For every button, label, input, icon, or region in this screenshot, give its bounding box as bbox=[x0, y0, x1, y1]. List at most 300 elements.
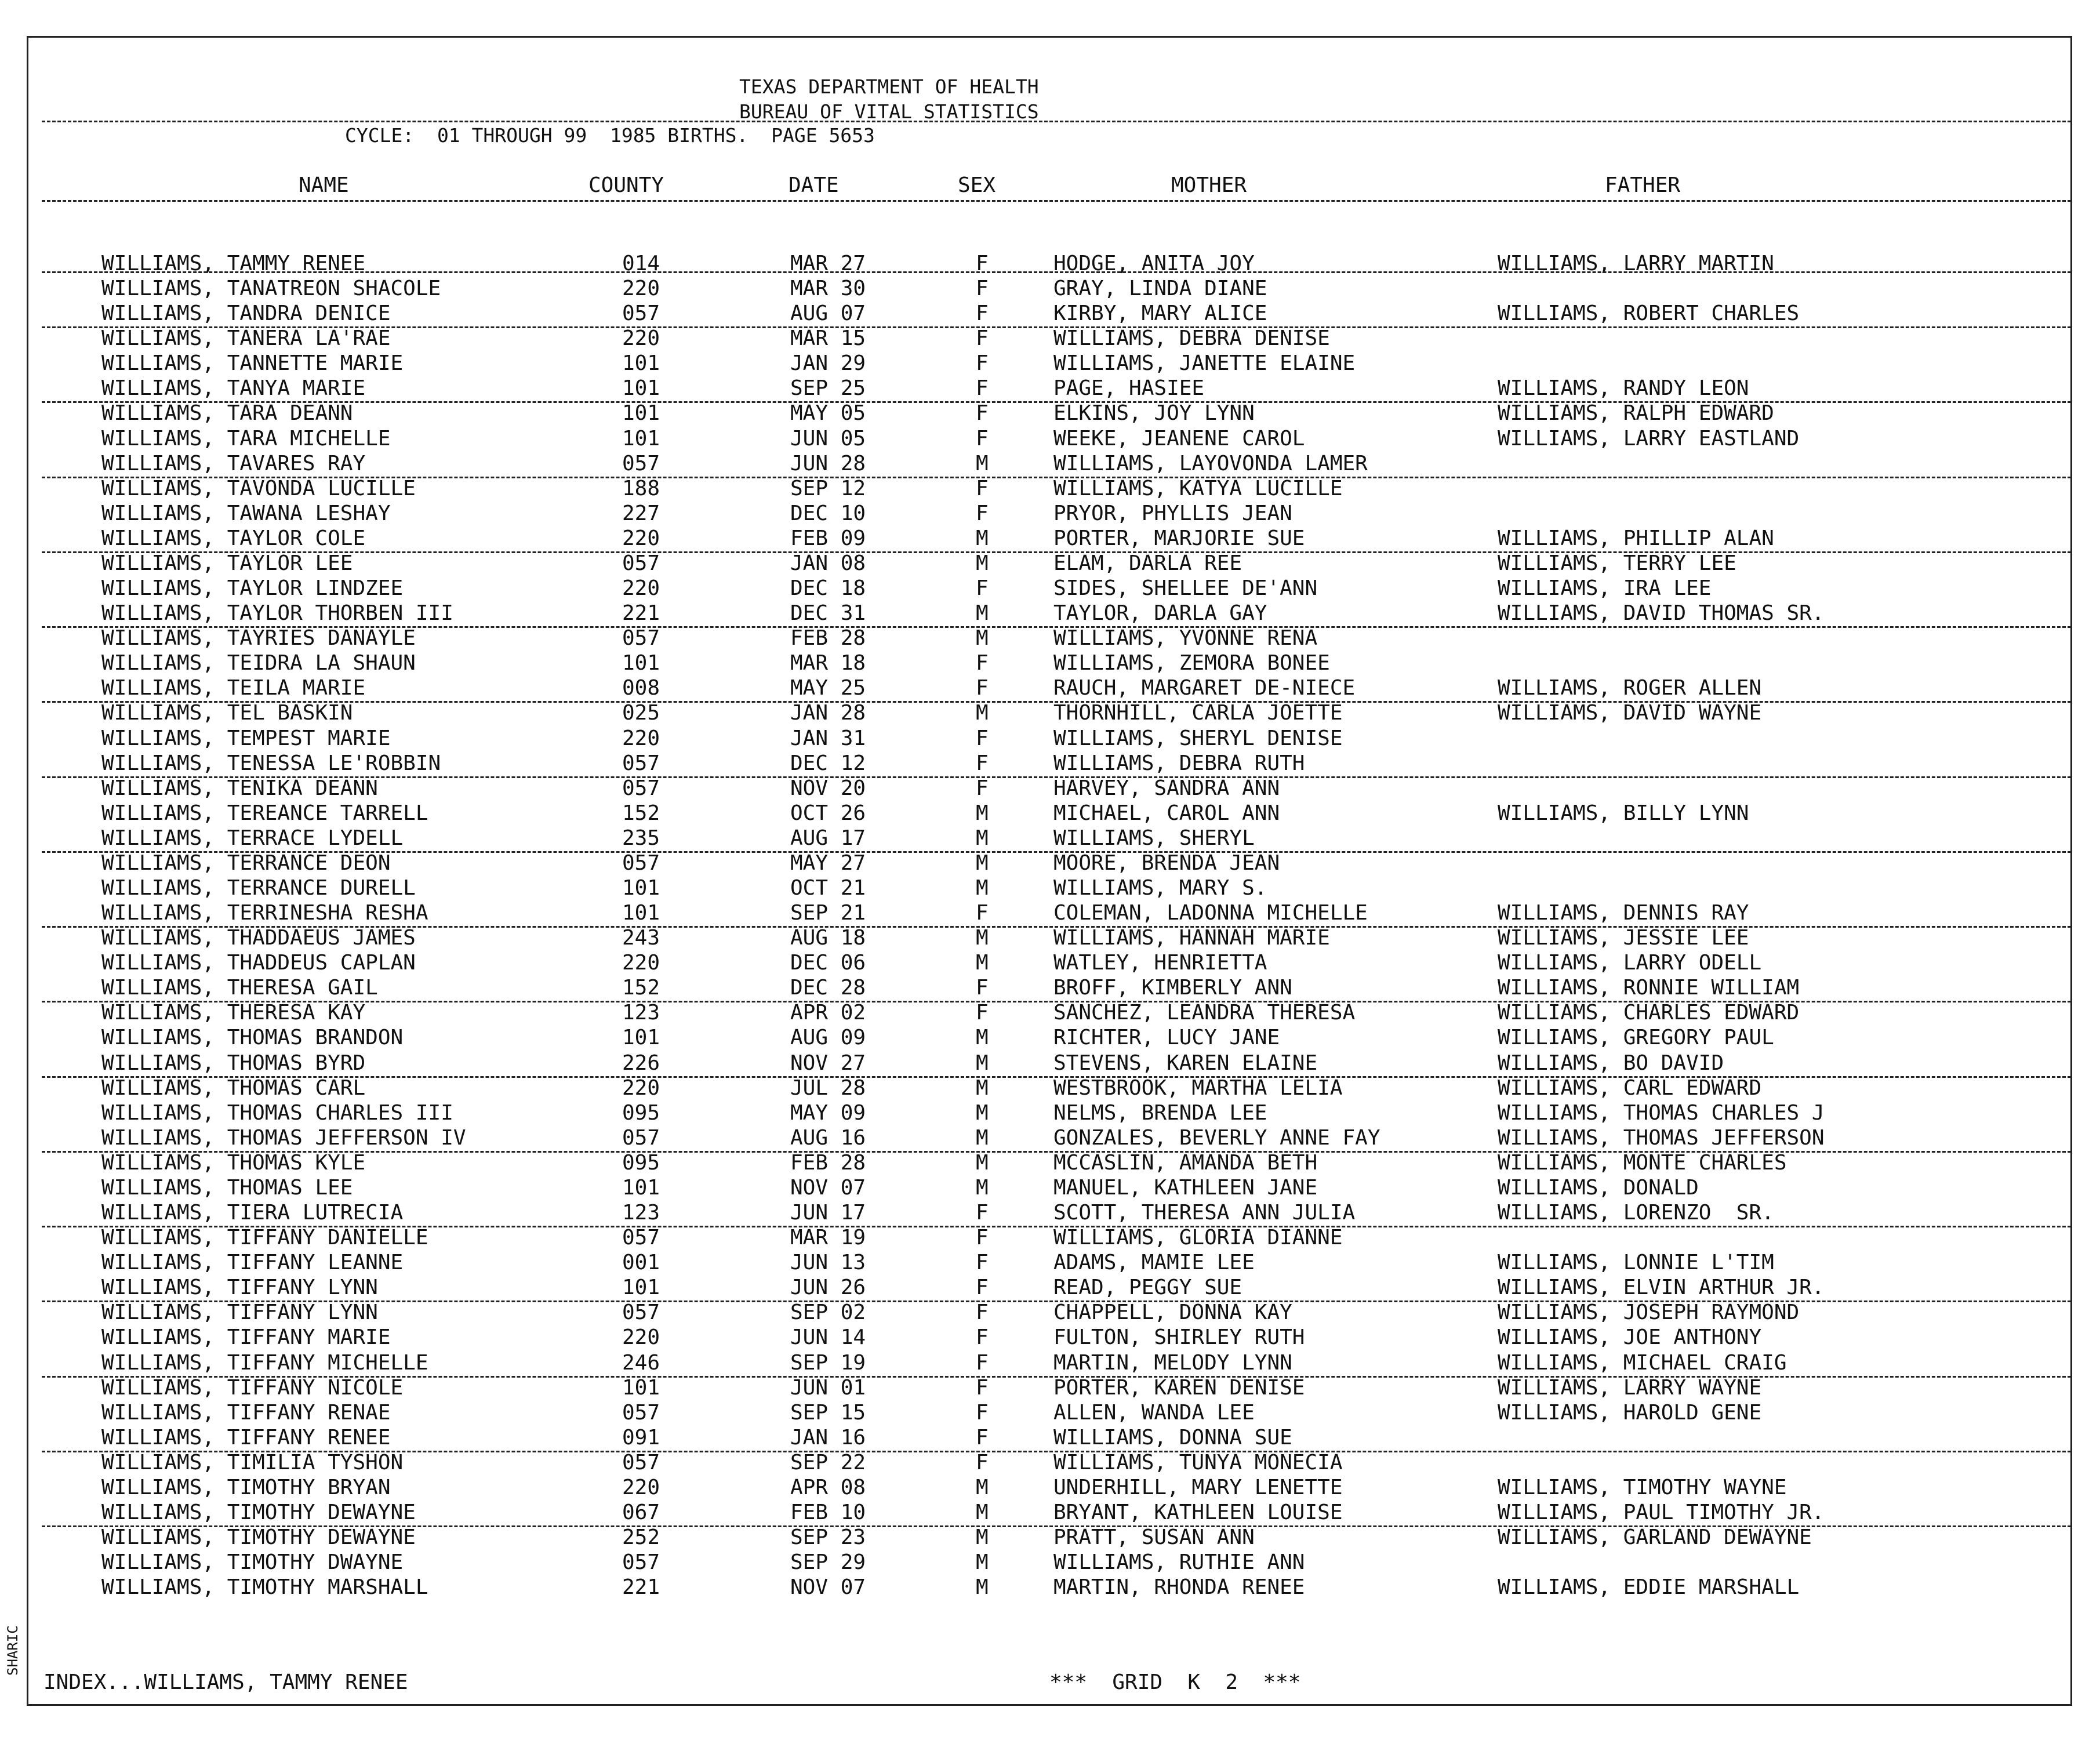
cell-county: 227 bbox=[622, 501, 660, 525]
cell-county: 057 bbox=[622, 551, 660, 575]
cell-sex: F bbox=[976, 776, 989, 800]
cell-father: WILLIAMS, MONTE CHARLES bbox=[1498, 1150, 1787, 1175]
cell-date: MAY 09 bbox=[790, 1100, 866, 1125]
cell-name: WILLIAMS, TIFFANY LYNN bbox=[101, 1301, 378, 1325]
table-row bbox=[0, 900, 2100, 925]
cell-mother: ADAMS, MAMIE LEE bbox=[1053, 1251, 1255, 1275]
cell-sex: F bbox=[976, 1001, 989, 1025]
cell-father: WILLIAMS, JOSEPH RAYMOND bbox=[1498, 1301, 1800, 1325]
cell-county: 123 bbox=[622, 1001, 660, 1025]
cell-date: DEC 06 bbox=[790, 951, 866, 975]
cell-name: WILLIAMS, TIMOTHY DWAYNE bbox=[101, 1550, 404, 1575]
cell-county: 220 bbox=[622, 951, 660, 975]
cell-father: WILLIAMS, RONNIE WILLIAM bbox=[1498, 976, 1800, 1000]
cell-date: FEB 28 bbox=[790, 1150, 866, 1175]
cell-sex: M bbox=[976, 601, 989, 626]
table-row bbox=[0, 1475, 2100, 1500]
cell-sex: M bbox=[976, 701, 989, 725]
cell-name: WILLIAMS, TERRACE LYDELL bbox=[101, 826, 404, 850]
cell-name: WILLIAMS, TANDRA DENICE bbox=[101, 301, 391, 326]
cell-name: WILLIAMS, TERRANCE DURELL bbox=[101, 876, 416, 900]
cell-mother: WILLIAMS, RUTHIE ANN bbox=[1053, 1550, 1305, 1575]
cell-mother: ELKINS, JOY LYNN bbox=[1053, 401, 1255, 426]
cell-mother: RAUCH, MARGARET DE-NIECE bbox=[1053, 676, 1356, 700]
cell-name: WILLIAMS, THOMAS KYLE bbox=[101, 1150, 366, 1175]
cell-county: 057 bbox=[622, 1400, 660, 1425]
cell-mother: WESTBROOK, MARTHA LELIA bbox=[1053, 1076, 1343, 1100]
cell-county: 014 bbox=[622, 252, 660, 275]
column-header-divider bbox=[42, 200, 2071, 202]
header-department: TEXAS DEPARTMENT OF HEALTH bbox=[739, 75, 1039, 98]
table-row bbox=[0, 1025, 2100, 1050]
cell-mother: WILLIAMS, SHERYL DENISE bbox=[1053, 726, 1343, 750]
cell-date: MAY 25 bbox=[790, 676, 866, 700]
cell-date: OCT 21 bbox=[790, 876, 866, 900]
cell-date: SEP 25 bbox=[790, 376, 866, 401]
cell-mother: GONZALES, BEVERLY ANNE FAY bbox=[1053, 1125, 1380, 1150]
cell-mother: MANUEL, KATHLEEN JANE bbox=[1053, 1175, 1318, 1200]
cell-date: JUL 28 bbox=[790, 1076, 866, 1100]
table-row bbox=[0, 551, 2100, 576]
cell-date: SEP 22 bbox=[790, 1450, 866, 1474]
cell-date: AUG 07 bbox=[790, 301, 866, 326]
table-row bbox=[0, 501, 2100, 526]
cell-county: 057 bbox=[622, 451, 660, 475]
cell-mother: TAYLOR, DARLA GAY bbox=[1053, 601, 1267, 626]
cell-sex: F bbox=[976, 576, 989, 601]
cell-county: 091 bbox=[622, 1425, 660, 1450]
table-row bbox=[0, 1051, 2100, 1076]
cell-county: 220 bbox=[622, 726, 660, 750]
cell-county: 067 bbox=[622, 1501, 660, 1524]
cell-sex: M bbox=[976, 1150, 989, 1175]
table-row bbox=[0, 700, 2100, 725]
cell-mother: WILLIAMS, SHERYL bbox=[1053, 826, 1255, 850]
cell-county: 057 bbox=[622, 776, 660, 800]
cell-county: 220 bbox=[622, 526, 660, 550]
side-mark: SHARIC bbox=[5, 1625, 21, 1676]
cell-mother: WILLIAMS, GLORIA DIANNE bbox=[1053, 1226, 1343, 1250]
cell-name: WILLIAMS, TENESSA LE'ROBBIN bbox=[101, 751, 441, 775]
table-row bbox=[0, 1000, 2100, 1025]
table-row bbox=[0, 601, 2100, 626]
cell-county: 057 bbox=[622, 751, 660, 775]
cell-date: FEB 28 bbox=[790, 626, 866, 651]
table-row bbox=[0, 1400, 2100, 1425]
table-row bbox=[0, 376, 2100, 401]
cell-name: WILLIAMS, TIFFANY MICHELLE bbox=[101, 1350, 428, 1375]
cell-father: WILLIAMS, JESSIE LEE bbox=[1498, 926, 1749, 950]
cell-father: WILLIAMS, BO DAVID bbox=[1498, 1051, 1724, 1075]
cell-county: 101 bbox=[622, 1276, 660, 1300]
cell-name: WILLIAMS, TEREANCE TARRELL bbox=[101, 801, 428, 825]
cell-county: 252 bbox=[622, 1525, 660, 1550]
cell-date: JUN 17 bbox=[790, 1201, 866, 1225]
cell-name: WILLIAMS, THERESA KAY bbox=[101, 1001, 366, 1025]
table-row bbox=[0, 675, 2100, 700]
cell-date: MAR 18 bbox=[790, 651, 866, 675]
cell-date: SEP 15 bbox=[790, 1400, 866, 1425]
cell-county: 188 bbox=[622, 476, 660, 500]
cell-father: WILLIAMS, DAVID THOMAS SR. bbox=[1498, 601, 1825, 626]
cell-sex: F bbox=[976, 1375, 989, 1400]
cell-date: FEB 10 bbox=[790, 1501, 866, 1524]
table-row bbox=[0, 751, 2100, 776]
cell-father: WILLIAMS, LARRY MARTIN bbox=[1498, 252, 1774, 275]
cell-date: OCT 26 bbox=[790, 801, 866, 825]
cell-father: WILLIAMS, DAVID WAYNE bbox=[1498, 701, 1762, 725]
cell-sex: F bbox=[976, 726, 989, 750]
cell-father: WILLIAMS, RALPH EDWARD bbox=[1498, 401, 1774, 426]
cell-sex: F bbox=[976, 1450, 989, 1474]
cell-date: SEP 21 bbox=[790, 901, 866, 925]
cell-county: 001 bbox=[622, 1251, 660, 1275]
footer-grid: *** GRID K 2 *** bbox=[1049, 1670, 1301, 1694]
cell-county: 057 bbox=[622, 1550, 660, 1575]
cell-date: APR 08 bbox=[790, 1475, 866, 1499]
cell-sex: F bbox=[976, 376, 989, 401]
cell-name: WILLIAMS, TIFFANY RENEE bbox=[101, 1425, 391, 1450]
cell-sex: F bbox=[976, 326, 989, 351]
cell-mother: RICHTER, LUCY JANE bbox=[1053, 1026, 1280, 1050]
table-row bbox=[0, 1150, 2100, 1175]
footer-index: INDEX...WILLIAMS, TAMMY RENEE bbox=[43, 1670, 408, 1694]
cell-name: WILLIAMS, TERRANCE DEON bbox=[101, 851, 391, 875]
cell-mother: PRYOR, PHYLLIS JEAN bbox=[1053, 501, 1292, 525]
row-group-divider bbox=[42, 271, 2071, 273]
cell-county: 220 bbox=[622, 576, 660, 601]
cell-mother: KIRBY, MARY ALICE bbox=[1053, 301, 1267, 326]
cell-name: WILLIAMS, TEIDRA LA SHAUN bbox=[101, 651, 416, 675]
cell-name: WILLIAMS, THADDAEUS JAMES bbox=[101, 926, 416, 950]
cell-father: WILLIAMS, JOE ANTHONY bbox=[1498, 1325, 1762, 1350]
cell-mother: ELAM, DARLA REE bbox=[1053, 551, 1242, 575]
cell-county: 101 bbox=[622, 376, 660, 401]
cell-mother: CHAPPELL, DONNA KAY bbox=[1053, 1301, 1292, 1325]
column-header-name: NAME bbox=[299, 173, 349, 197]
cell-sex: F bbox=[976, 751, 989, 775]
table-row bbox=[0, 1200, 2100, 1225]
cell-sex: M bbox=[976, 1100, 989, 1125]
cell-name: WILLIAMS, TIFFANY DANIELLE bbox=[101, 1226, 428, 1250]
cell-date: JUN 28 bbox=[790, 451, 866, 475]
cell-father: WILLIAMS, LARRY WAYNE bbox=[1498, 1375, 1762, 1400]
cell-name: WILLIAMS, TAYLOR LEE bbox=[101, 551, 353, 575]
cell-date: JAN 28 bbox=[790, 701, 866, 725]
cell-name: WILLIAMS, TERRINESHA RESHA bbox=[101, 901, 428, 925]
cell-date: SEP 02 bbox=[790, 1301, 866, 1325]
cell-father: WILLIAMS, TIMOTHY WAYNE bbox=[1498, 1475, 1787, 1499]
cell-date: JUN 14 bbox=[790, 1325, 866, 1350]
cell-name: WILLIAMS, TANNETTE MARIE bbox=[101, 351, 404, 376]
cell-county: 235 bbox=[622, 826, 660, 850]
cell-mother: ALLEN, WANDA LEE bbox=[1053, 1400, 1255, 1425]
cell-name: WILLIAMS, TAYRIES DANAYLE bbox=[101, 626, 416, 651]
cell-father: WILLIAMS, LORENZO SR. bbox=[1498, 1201, 1774, 1225]
cell-sex: F bbox=[976, 501, 989, 525]
cell-sex: F bbox=[976, 901, 989, 925]
cell-date: SEP 12 bbox=[790, 476, 866, 500]
table-row bbox=[0, 1375, 2100, 1400]
cell-name: WILLIAMS, TAYLOR COLE bbox=[101, 526, 366, 550]
cell-mother: WATLEY, HENRIETTA bbox=[1053, 951, 1267, 975]
cell-name: WILLIAMS, TIFFANY LYNN bbox=[101, 1276, 378, 1300]
cell-name: WILLIAMS, THADDEUS CAPLAN bbox=[101, 951, 416, 975]
cell-county: 220 bbox=[622, 1076, 660, 1100]
cell-sex: F bbox=[976, 252, 989, 275]
cell-name: WILLIAMS, TAYLOR THORBEN III bbox=[101, 601, 453, 626]
cell-sex: M bbox=[976, 1125, 989, 1150]
cell-date: DEC 28 bbox=[790, 976, 866, 1000]
table-row bbox=[0, 1350, 2100, 1375]
cell-name: WILLIAMS, THERESA GAIL bbox=[101, 976, 378, 1000]
cell-mother: WILLIAMS, DEBRA DENISE bbox=[1053, 326, 1330, 351]
cell-date: AUG 18 bbox=[790, 926, 866, 950]
table-row bbox=[0, 975, 2100, 1000]
cell-name: WILLIAMS, TAWANA LESHAY bbox=[101, 501, 391, 525]
cell-father: WILLIAMS, LARRY ODELL bbox=[1498, 951, 1762, 975]
cell-mother: HODGE, ANITA JOY bbox=[1053, 252, 1255, 275]
cell-county: 220 bbox=[622, 1325, 660, 1350]
cell-mother: SANCHEZ, LEANDRA THERESA bbox=[1053, 1001, 1356, 1025]
cell-county: 101 bbox=[622, 1375, 660, 1400]
cell-father: WILLIAMS, RANDY LEON bbox=[1498, 376, 1749, 401]
cell-mother: MICHAEL, CAROL ANN bbox=[1053, 801, 1280, 825]
cell-mother: MCCASLIN, AMANDA BETH bbox=[1053, 1150, 1318, 1175]
cell-county: 220 bbox=[622, 326, 660, 351]
cell-date: JUN 26 bbox=[790, 1276, 866, 1300]
cell-name: WILLIAMS, TIMILIA TYSHON bbox=[101, 1450, 404, 1474]
cell-sex: M bbox=[976, 1051, 989, 1075]
table-row bbox=[0, 1225, 2100, 1250]
cell-father: WILLIAMS, IRA LEE bbox=[1498, 576, 1712, 601]
table-row bbox=[0, 851, 2100, 876]
table-row bbox=[0, 651, 2100, 675]
cell-father: WILLIAMS, MICHAEL CRAIG bbox=[1498, 1350, 1787, 1375]
cell-mother: WILLIAMS, MARY S. bbox=[1053, 876, 1267, 900]
cell-sex: M bbox=[976, 1175, 989, 1200]
cell-mother: BRYANT, KATHLEEN LOUISE bbox=[1053, 1501, 1343, 1524]
cell-father: WILLIAMS, TERRY LEE bbox=[1498, 551, 1736, 575]
cell-mother: WILLIAMS, HANNAH MARIE bbox=[1053, 926, 1330, 950]
cell-father: WILLIAMS, ELVIN ARTHUR JR. bbox=[1498, 1276, 1825, 1300]
table-row bbox=[0, 526, 2100, 551]
cell-date: MAR 19 bbox=[790, 1226, 866, 1250]
cell-date: AUG 16 bbox=[790, 1125, 866, 1150]
cell-sex: F bbox=[976, 1425, 989, 1450]
cell-name: WILLIAMS, TARA MICHELLE bbox=[101, 426, 391, 451]
cell-father: WILLIAMS, CARL EDWARD bbox=[1498, 1076, 1762, 1100]
cell-mother: WILLIAMS, DEBRA RUTH bbox=[1053, 751, 1305, 775]
cell-mother: WILLIAMS, YVONNE RENA bbox=[1053, 626, 1318, 651]
cell-sex: F bbox=[976, 1276, 989, 1300]
cell-name: WILLIAMS, TENIKA DEANN bbox=[101, 776, 378, 800]
cell-date: MAR 15 bbox=[790, 326, 866, 351]
cell-date: NOV 07 bbox=[790, 1175, 866, 1200]
cell-name: WILLIAMS, TIMOTHY BRYAN bbox=[101, 1475, 391, 1499]
cell-county: 095 bbox=[622, 1150, 660, 1175]
cell-date: JUN 05 bbox=[790, 426, 866, 451]
cell-sex: M bbox=[976, 1026, 989, 1050]
cell-name: WILLIAMS, THOMAS LEE bbox=[101, 1175, 353, 1200]
table-row bbox=[0, 801, 2100, 826]
table-row bbox=[0, 1550, 2100, 1575]
cell-date: JUN 13 bbox=[790, 1251, 866, 1275]
cell-mother: WILLIAMS, JANETTE ELAINE bbox=[1053, 351, 1356, 376]
cell-county: 008 bbox=[622, 676, 660, 700]
cell-mother: WILLIAMS, KATYA LUCILLE bbox=[1053, 476, 1343, 500]
cell-date: AUG 17 bbox=[790, 826, 866, 850]
cell-mother: BROFF, KIMBERLY ANN bbox=[1053, 976, 1292, 1000]
cell-mother: STEVENS, KAREN ELAINE bbox=[1053, 1051, 1318, 1075]
cell-county: 057 bbox=[622, 1226, 660, 1250]
cell-mother: SCOTT, THERESA ANN JULIA bbox=[1053, 1201, 1356, 1225]
cell-mother: HARVEY, SANDRA ANN bbox=[1053, 776, 1280, 800]
cell-father: WILLIAMS, LONNIE L'TIM bbox=[1498, 1251, 1774, 1275]
cell-mother: WILLIAMS, LAYOVONDA LAMER bbox=[1053, 451, 1368, 475]
cell-name: WILLIAMS, THOMAS BYRD bbox=[101, 1051, 366, 1075]
column-header-date: DATE bbox=[789, 173, 839, 197]
cell-sex: F bbox=[976, 1301, 989, 1325]
table-row bbox=[0, 1250, 2100, 1275]
cell-mother: UNDERHILL, MARY LENETTE bbox=[1053, 1475, 1343, 1499]
cell-sex: M bbox=[976, 1475, 989, 1499]
cell-mother: WILLIAMS, DONNA SUE bbox=[1053, 1425, 1292, 1450]
cell-sex: M bbox=[976, 1501, 989, 1524]
cell-father: WILLIAMS, DONALD bbox=[1498, 1175, 1699, 1200]
cell-county: 220 bbox=[622, 1475, 660, 1499]
cell-name: WILLIAMS, TAVONDA LUCILLE bbox=[101, 476, 416, 500]
cell-name: WILLIAMS, THOMAS JEFFERSON IV bbox=[101, 1125, 466, 1150]
cell-date: JAN 16 bbox=[790, 1425, 866, 1450]
table-row bbox=[0, 776, 2100, 801]
cell-county: 101 bbox=[622, 651, 660, 675]
cell-sex: F bbox=[976, 651, 989, 675]
cell-county: 101 bbox=[622, 351, 660, 376]
column-header-mother: MOTHER bbox=[1171, 173, 1247, 197]
cell-sex: F bbox=[976, 301, 989, 326]
cell-sex: M bbox=[976, 926, 989, 950]
header-cycle: CYCLE: 01 THROUGH 99 1985 BIRTHS. PAGE 5653 bbox=[345, 124, 875, 147]
cell-mother: MOORE, BRENDA JEAN bbox=[1053, 851, 1280, 875]
cell-county: 221 bbox=[622, 1575, 660, 1600]
cell-date: JAN 08 bbox=[790, 551, 866, 575]
cell-father: WILLIAMS, HAROLD GENE bbox=[1498, 1400, 1762, 1425]
cell-date: DEC 12 bbox=[790, 751, 866, 775]
table-row bbox=[0, 826, 2100, 851]
table-row bbox=[0, 1425, 2100, 1450]
cell-name: WILLIAMS, TIFFANY LEANNE bbox=[101, 1251, 404, 1275]
cell-sex: F bbox=[976, 676, 989, 700]
cell-name: WILLIAMS, TIERA LUTRECIA bbox=[101, 1201, 404, 1225]
table-row bbox=[0, 1525, 2100, 1550]
table-row bbox=[0, 401, 2100, 426]
cell-sex: M bbox=[976, 1076, 989, 1100]
cell-date: NOV 07 bbox=[790, 1575, 866, 1600]
cell-sex: M bbox=[976, 851, 989, 875]
cell-sex: M bbox=[976, 876, 989, 900]
cell-name: WILLIAMS, TIFFANY NICOLE bbox=[101, 1375, 404, 1400]
cell-county: 221 bbox=[622, 601, 660, 626]
cell-name: WILLIAMS, TIFFANY RENAE bbox=[101, 1400, 391, 1425]
cell-mother: WILLIAMS, ZEMORA BONEE bbox=[1053, 651, 1330, 675]
cell-name: WILLIAMS, TANATREON SHACOLE bbox=[101, 277, 441, 301]
cell-county: 123 bbox=[622, 1201, 660, 1225]
cell-date: DEC 18 bbox=[790, 576, 866, 601]
cell-sex: M bbox=[976, 801, 989, 825]
cell-name: WILLIAMS, TIMOTHY DEWAYNE bbox=[101, 1525, 416, 1550]
cell-sex: M bbox=[976, 451, 989, 475]
cell-father: WILLIAMS, CHARLES EDWARD bbox=[1498, 1001, 1800, 1025]
cell-date: JUN 01 bbox=[790, 1375, 866, 1400]
cell-father: WILLIAMS, EDDIE MARSHALL bbox=[1498, 1575, 1800, 1600]
cell-county: 101 bbox=[622, 426, 660, 451]
cell-mother: SIDES, SHELLEE DE'ANN bbox=[1053, 576, 1318, 601]
cell-county: 057 bbox=[622, 1301, 660, 1325]
cell-mother: COLEMAN, LADONNA MICHELLE bbox=[1053, 901, 1368, 925]
cell-sex: F bbox=[976, 476, 989, 500]
cell-sex: F bbox=[976, 277, 989, 301]
cell-date: SEP 29 bbox=[790, 1550, 866, 1575]
table-row bbox=[0, 1450, 2100, 1475]
cell-mother: READ, PEGGY SUE bbox=[1053, 1276, 1242, 1300]
cell-father: WILLIAMS, THOMAS JEFFERSON bbox=[1498, 1125, 1825, 1150]
cell-name: WILLIAMS, TANYA MARIE bbox=[101, 376, 366, 401]
cell-county: 057 bbox=[622, 1450, 660, 1474]
table-row bbox=[0, 1275, 2100, 1300]
table-row bbox=[0, 876, 2100, 900]
cell-date: MAY 27 bbox=[790, 851, 866, 875]
table-row bbox=[0, 1325, 2100, 1350]
cell-name: WILLIAMS, THOMAS CARL bbox=[101, 1076, 366, 1100]
table-row bbox=[0, 1500, 2100, 1525]
cell-date: APR 02 bbox=[790, 1001, 866, 1025]
column-header-father: FATHER bbox=[1605, 173, 1681, 197]
table-row bbox=[0, 276, 2100, 301]
table-row bbox=[0, 950, 2100, 975]
cell-father: WILLIAMS, GREGORY PAUL bbox=[1498, 1026, 1774, 1050]
cell-sex: M bbox=[976, 526, 989, 550]
table-row bbox=[0, 1076, 2100, 1100]
cell-county: 226 bbox=[622, 1051, 660, 1075]
cell-name: WILLIAMS, THOMAS CHARLES III bbox=[101, 1100, 453, 1125]
cell-county: 057 bbox=[622, 626, 660, 651]
cell-mother: MARTIN, MELODY LYNN bbox=[1053, 1350, 1292, 1375]
cell-mother: PRATT, SUSAN ANN bbox=[1053, 1525, 1255, 1550]
cell-father: WILLIAMS, ROBERT CHARLES bbox=[1498, 301, 1800, 326]
table-row bbox=[0, 351, 2100, 376]
cell-date: MAR 27 bbox=[790, 252, 866, 275]
cell-county: 057 bbox=[622, 301, 660, 326]
cell-sex: F bbox=[976, 1400, 989, 1425]
cell-county: 101 bbox=[622, 1175, 660, 1200]
header-bureau: BUREAU OF VITAL STATISTICS bbox=[739, 100, 1039, 123]
cell-father: WILLIAMS, GARLAND DEWAYNE bbox=[1498, 1525, 1812, 1550]
table-row bbox=[0, 451, 2100, 476]
cell-date: SEP 19 bbox=[790, 1350, 866, 1375]
cell-name: WILLIAMS, THOMAS BRANDON bbox=[101, 1026, 404, 1050]
cell-sex: M bbox=[976, 1550, 989, 1575]
cell-date: NOV 27 bbox=[790, 1051, 866, 1075]
table-row bbox=[0, 426, 2100, 451]
cell-name: WILLIAMS, TEMPEST MARIE bbox=[101, 726, 391, 750]
cell-name: WILLIAMS, TAYLOR LINDZEE bbox=[101, 576, 404, 601]
table-row bbox=[0, 925, 2100, 950]
cell-date: MAR 30 bbox=[790, 277, 866, 301]
cell-date: DEC 10 bbox=[790, 501, 866, 525]
table-row bbox=[0, 1125, 2100, 1150]
cell-county: 057 bbox=[622, 1125, 660, 1150]
